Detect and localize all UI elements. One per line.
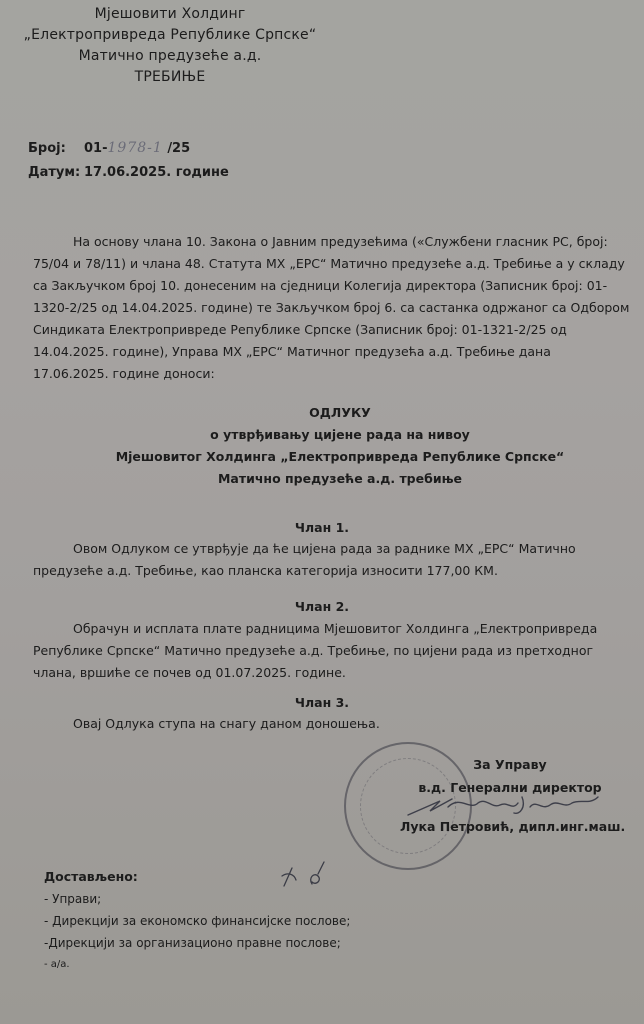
preamble-line: Синдиката Електропривреде Републике Српске (Записник број: 01-1321-2/25 од (33, 322, 567, 337)
decision-heading: ОДЛУКУ (309, 405, 371, 420)
article-line: Обрачун и исплата плате радницима Мјешовитог Холдинга „Електропривреда (73, 621, 598, 636)
article-line: Републике Српске“ Матично предузеће а.д. Требиње, по цијени рада из претходног (33, 643, 594, 658)
signature-role: в.д. Генерални директор (418, 780, 602, 795)
distribution-list (44, 866, 350, 976)
distribution-heading: Достављено: (44, 869, 138, 884)
preamble-line: На основу члана 10. Закона о Јавним предузећима («Службени гласник РС, број: (73, 234, 608, 249)
article-line: Овај Одлука ступа на снагу даном доношења. (73, 716, 380, 731)
letterhead-parent: Матично предузеће а.д. (78, 48, 262, 64)
document-meta (28, 136, 229, 185)
article-3-title: Члан 3. (294, 695, 350, 710)
article-3-body (33, 713, 623, 735)
date-label: Датум: (28, 165, 81, 180)
number-suffix: /25 (167, 141, 191, 156)
article-line: члана, вршиће се почев од 01.07.2025. године. (33, 665, 346, 680)
letterhead-holding: Мјешовити Холдинг (94, 6, 246, 22)
decision-entity: Мјешовитог Холдинга „Електропривреда Републике Српске“ (115, 449, 565, 464)
decision-title (100, 402, 580, 490)
signature-for: За Управу (473, 757, 547, 772)
number-handwritten: 1978-1 (107, 140, 163, 156)
article-2-title: Члан 2. (294, 599, 350, 614)
letterhead-company: „Електропривреда Републике Српске“ (23, 27, 317, 43)
signature-block (400, 753, 626, 838)
letterhead-city: ТРЕБИЊЕ (134, 69, 206, 85)
distribution-item: -Дирекцији за организационо правне послове; (44, 936, 341, 950)
article-1-title: Члан 1. (294, 520, 350, 535)
preamble-line: са Закључком број 10. донесеним на сједници Колегија директора (Записник број: 01- (33, 278, 608, 293)
signatory-name: Лука Петровић, дипл.инг.маш. (400, 819, 626, 834)
preamble-line: 17.06.2025. године доноси: (33, 366, 215, 381)
preamble-line: 1320-2/25 од 14.04.2025. године) те Закључком број 6. са састанка одржаног са Одбором (33, 300, 630, 315)
document-date (28, 161, 229, 185)
distribution-item: - Дирекцији за економско финансијске послове; (44, 914, 351, 928)
date-value: 17.06.2025. године (84, 165, 229, 180)
preamble (33, 231, 630, 385)
number-label: Број: (28, 141, 66, 156)
decision-subject: о утврђивању цијене рада на нивоу (210, 427, 470, 442)
document-number (28, 136, 229, 161)
preamble-line: 75/04 и 78/11) и члана 48. Статута МХ „ЕРС“ Матично предузеће а.д. Требиње а у складу (33, 256, 625, 271)
article-2-body (33, 618, 623, 684)
decision-entity-sub: Матично предузеће а.д. требиње (217, 471, 463, 486)
preamble-line: 14.04.2025. године), Управа МХ „ЕРС“ Матичног предузећа а.д. Требиње дана (33, 344, 551, 359)
distribution-item: - Управи; (44, 892, 102, 906)
distribution-item: - а/а. (44, 959, 70, 970)
number-prefix: 01- (84, 141, 108, 156)
article-1-body (33, 538, 623, 582)
article-line: предузеће а.д. Требиње, као планска категорија износити 177,00 КМ. (33, 563, 498, 578)
article-line: Овом Одлуком се утврђује да ће цијена рада за раднике МХ „ЕРС“ Матично (73, 541, 576, 556)
letterhead (20, 4, 320, 88)
